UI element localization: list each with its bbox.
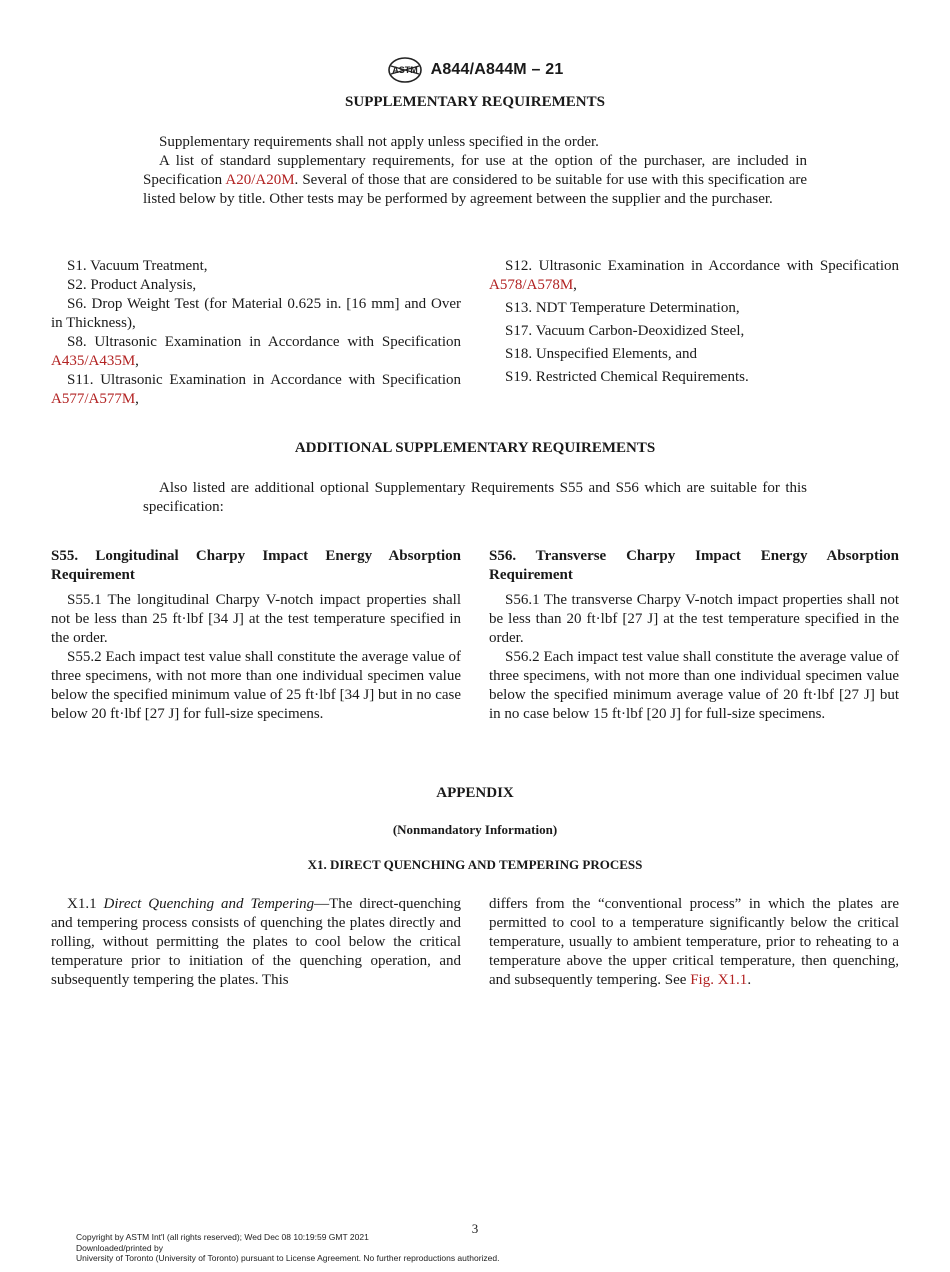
- footer-line: Copyright by ASTM Int'l (all rights reserved); Wed Dec 08 10:19:59 GMT 2021: [76, 1232, 369, 1242]
- s56-section: [489, 547, 899, 724]
- additional-intro: [143, 479, 807, 517]
- x1-1-label: X1.1: [67, 896, 104, 912]
- s56-2: S56.2 Each impact test value shall constitute the average value of three specimens, with not more than one individual specimen value below the specified minimum average value of 20 ft·lbf [27 J] but in no case below 15 ft·lbf [20 J] for full-size specimens.: [489, 649, 899, 722]
- supplementary-list-left: [51, 257, 461, 409]
- spec-link-a577[interactable]: A577/A577M: [51, 391, 136, 407]
- s55-2: S55.2 Each impact test value shall constitute the average value of three specimens, with not more than one individual specimen value below the specified minimum value of 25 ft·lbf [34 J] but in no case below 20 ft·lbf [27 J] for full-size specimens.: [51, 649, 461, 722]
- additional-intro-text: Also listed are additional optional Supplementary Requirements S55 and S56 which are suitable for this specification:: [143, 480, 807, 515]
- astm-logo-icon: [387, 56, 423, 84]
- x1-1-italic-title: Direct Quenching and Tempering: [103, 896, 315, 912]
- list-item: S11. Ultrasonic Examination in Accordance with Specification A577/A577M,: [51, 372, 461, 407]
- s56-1: S56.1 The transverse Charpy V-notch impact properties shall not be less than 20 ft·lbf [27 J] at the test temperature specified in the order.: [489, 592, 899, 646]
- list-item: S12. Ultrasonic Examination in Accordance with Specification A578/A578M,: [489, 258, 899, 293]
- x1-heading: X1. DIRECT QUENCHING AND TEMPERING PROCESS: [307, 857, 643, 872]
- page-header: [0, 56, 950, 89]
- list-item: S18. Unspecified Elements, and: [505, 346, 698, 362]
- s56-title: S56. Transverse Charpy Impact Energy Absorption Requirement: [489, 548, 899, 583]
- list-item: S13. NDT Temperature Determination,: [505, 300, 740, 316]
- fig-x1-1-link[interactable]: Fig. X1.1: [690, 972, 748, 988]
- footer-line: University of Toronto (University of Toronto) pursuant to License Agreement. No further reproductions authorized.: [76, 1253, 500, 1263]
- list-item: S8. Ultrasonic Examination in Accordance with Specification A435/A435M,: [51, 334, 461, 369]
- additional-heading: ADDITIONAL SUPPLEMENTARY REQUIREMENTS: [294, 440, 656, 456]
- intro-text: A list of standard supplementary requirements, for use at the option of the purchaser, are included in Specification: [143, 153, 807, 188]
- intro-text-cont: . Several of those that are considered to be suitable for use with this specification are listed below by title. Other tests may be performed by agreement between the supplier and the purchaser.: [143, 172, 807, 207]
- supplementary-intro: [143, 133, 807, 209]
- footer-line: Downloaded/printed by: [76, 1242, 163, 1253]
- x1-1-text-cont: differs from the “conventional process” in which the plates are permitted to cool to a temperature significantly below the critical temperature, usually to ambient temperature, prior to reheating to a temperature above the upper critical temperature, then quenching, and subsequently tempering. See: [489, 896, 899, 988]
- appendix-subheading: (Nonmandatory Information): [392, 822, 558, 837]
- x1-1-right: differs from the “conventional process” in which the plates are permitted to cool to a temperature significantly below the critical temperature, usually to ambient temperature, prior to reheating to a temperature above the upper critical temperature, then quenching, and subsequently tempering. See Fig. X1.1.: [489, 896, 899, 988]
- s55-1: S55.1 The longitudinal Charpy V-notch impact properties shall not be less than 25 ft·lbf [34 J] at the test temperature specified in the order.: [51, 592, 461, 646]
- svg-text:ASTM: ASTM: [391, 65, 418, 75]
- s55-title: S55. Longitudinal Charpy Impact Energy Absorption Requirement: [51, 548, 461, 583]
- document-id: A844/A844M – 21: [430, 61, 564, 78]
- intro-paragraph-2: [143, 152, 807, 209]
- appendix-heading: APPENDIX: [436, 785, 514, 801]
- intro-paragraph-1: Supplementary requirements shall not apply unless specified in the order.: [159, 134, 599, 150]
- page-number: 3: [471, 1221, 479, 1236]
- list-item: S17. Vacuum Carbon-Deoxidized Steel,: [505, 323, 745, 339]
- x1-1-text: —The direct-quenching and tempering process consists of quenching the plates directly and rolling, without permitting the plates to cool below the critical temperature prior to initiation of the quenching operation, and subsequently tempering the plates. This: [51, 896, 462, 988]
- list-item: S2. Product Analysis,: [67, 277, 197, 293]
- s55-section: [51, 547, 461, 724]
- list-item: S6. Drop Weight Test (for Material 0.625 in. [16 mm] and Over in Thickness),: [51, 296, 461, 331]
- spec-link-a435[interactable]: A435/A435M: [51, 353, 136, 369]
- supplementary-list-right: [489, 257, 899, 391]
- copyright-footer: [76, 1232, 676, 1264]
- spec-link-a20[interactable]: A20/A20M: [225, 172, 295, 188]
- supplementary-heading: SUPPLEMENTARY REQUIREMENTS: [345, 94, 605, 110]
- list-item: S1. Vacuum Treatment,: [67, 258, 208, 274]
- list-item: S19. Restricted Chemical Requirements.: [505, 369, 749, 385]
- x1-1-left: [51, 895, 461, 990]
- spec-link-a578[interactable]: A578/A578M: [489, 277, 574, 293]
